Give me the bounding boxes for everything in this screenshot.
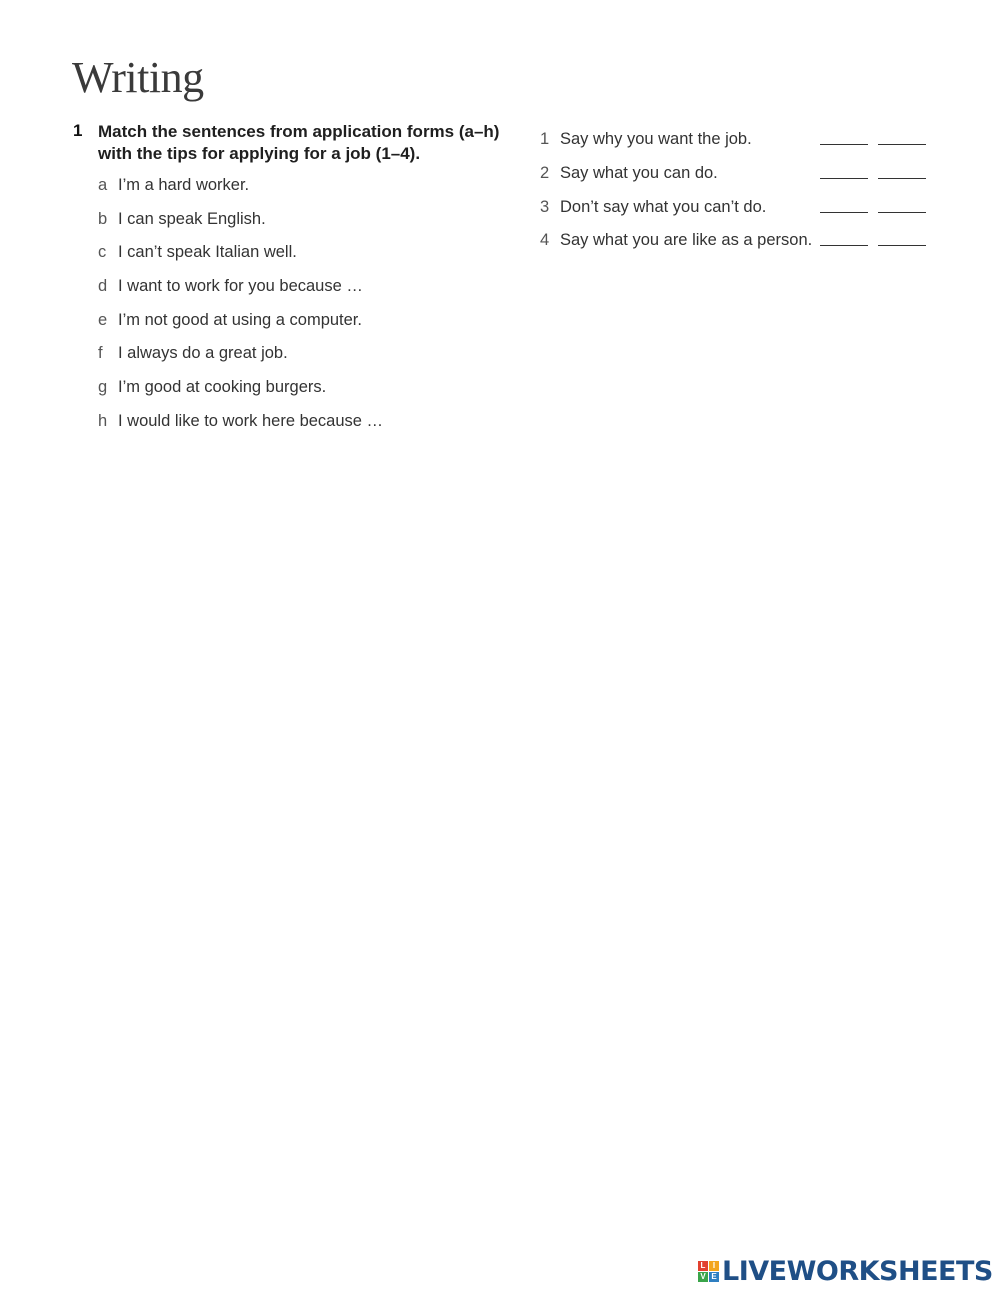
- tip-number: 4: [540, 231, 550, 250]
- sentence-item: [98, 276, 383, 310]
- logo-mark-icon: [698, 1261, 719, 1282]
- logo-mark-letter: L: [698, 1261, 708, 1271]
- liveworksheets-logo: [698, 1256, 993, 1286]
- sentence-letter: a: [98, 176, 108, 194]
- sentence-text: I want to work for you because …: [118, 277, 363, 296]
- exercise-number: 1: [73, 121, 83, 140]
- sentence-text: I always do a great job.: [118, 344, 288, 363]
- answer-blank[interactable]: [878, 245, 926, 246]
- sentence-item: [98, 343, 383, 377]
- tip-item: [540, 197, 930, 231]
- sentence-item: [98, 411, 383, 445]
- sentence-list: [98, 175, 383, 445]
- logo-mark-letter: I: [709, 1261, 719, 1271]
- answer-blank[interactable]: [878, 212, 926, 213]
- sentence-letter: e: [98, 310, 108, 329]
- answer-blank[interactable]: [820, 212, 868, 213]
- sentence-letter: f: [98, 344, 103, 363]
- tip-item: [540, 163, 930, 197]
- tip-text: Say what you are like as a person.: [560, 231, 813, 250]
- answer-blank[interactable]: [820, 144, 868, 145]
- logo-text: LIVEWORKSHEETS: [722, 1255, 993, 1287]
- answer-blank[interactable]: [878, 178, 926, 179]
- tip-text: Say what you can do.: [560, 163, 718, 182]
- sentence-item: [98, 310, 383, 344]
- answer-blank[interactable]: [820, 245, 868, 246]
- page-title: Writing: [72, 53, 204, 102]
- sentence-text: I can speak English.: [118, 209, 266, 228]
- tip-number: 3: [540, 197, 550, 216]
- tip-item: [540, 230, 930, 264]
- tip-text: Say why you want the job.: [560, 130, 752, 148]
- sentence-letter: d: [98, 277, 108, 296]
- answer-blank[interactable]: [820, 178, 868, 179]
- sentence-item: [98, 175, 383, 209]
- tip-number: 2: [540, 163, 550, 182]
- sentence-text: I’m a hard worker.: [118, 176, 250, 194]
- sentence-item: [98, 377, 383, 411]
- sentence-letter: g: [98, 378, 108, 397]
- tips-list: [540, 129, 930, 264]
- tip-number: 1: [540, 130, 550, 148]
- tip-item: [540, 129, 930, 163]
- sentence-text: I’m good at cooking burgers.: [118, 378, 327, 397]
- sentence-text: I can’t speak Italian well.: [118, 243, 297, 262]
- sentence-letter: b: [98, 209, 108, 228]
- sentence-item: [98, 242, 383, 276]
- sentence-item: [98, 209, 383, 243]
- sentence-text: I’m not good at using a computer.: [118, 310, 362, 329]
- exercise-instructions: Match the sentences from application forms (a–h) with the tips for applying for a job (1–4).: [98, 122, 500, 163]
- sentence-text: I would like to work here because …: [118, 411, 384, 430]
- tip-text: Don’t say what you can’t do.: [560, 197, 767, 216]
- answer-blank[interactable]: [878, 144, 926, 145]
- logo-mark-letter: E: [709, 1272, 719, 1282]
- sentence-letter: h: [98, 411, 108, 430]
- logo-mark-letter: V: [698, 1272, 708, 1282]
- sentence-letter: c: [98, 243, 107, 262]
